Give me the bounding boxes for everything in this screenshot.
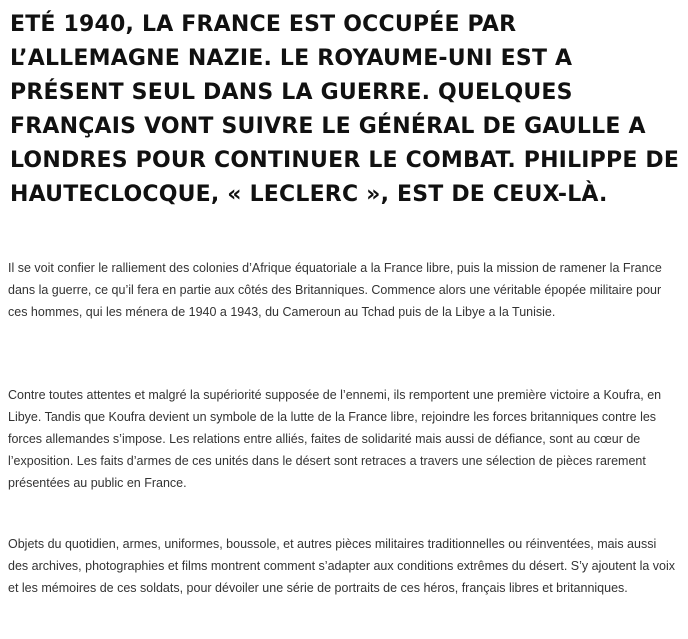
article-paragraph-1: Il se voit confier le ralliement des colonies d’Afrique équatoriale a la France libre, puis la mission de ramener la France dans la guerre, ce qu’il fera en partie aux côtés des Britanniques. Commence alors une véritable épopée militaire pour ces hommes, qui les ménera de 1940 a 1943, du Cameroun au Tchad puis de la Libye a la Tunisie. — [8, 261, 662, 319]
article-paragraph-2: Contre toutes attentes et malgré la supériorité supposée de l’ennemi, ils remportent une première victoire a Koufra, en Libye. Tandis que Koufra devient un symbole de la lutte de la France libre, rejoindre les forces britanniques contre les forces allemandes s’impose. Les relations entre alliés, faites de solidarité mais aussi de défiance, sont au cœur de l’exposition. Les faits d’armes de ces unités dans le désert sont retraces a travers une sélection de pièces rarement présentées au public en France. — [8, 388, 662, 490]
article-paragraph-3: Objets du quotidien, armes, uniformes, boussole, et autres pièces militaires traditionnelles ou réinventées, mais aussi des archives, photographies et films montrent comment s’adapter aux conditions extrêmes du désert. S’y ajoutent la voix et les mémoires de ces soldats, pour dévoiler une série de portraits de ces héros, français libres et britanniques. — [8, 537, 676, 595]
article-headline: ETÉ 1940, LA FRANCE EST OCCUPÉE PAR L’ALLEMAGNE NAZIE. LE ROYAUME-UNI EST A PRÉSENT SEUL DANS LA GUERRE. QUELQUES FRANÇAIS VONT SUIVRE LE GÉNÉRAL DE GAULLE A LONDRES POUR CONTINUER LE COMBAT. PHILIPPE DE HAUTECLOCQUE, « LECLERC », EST DE CEUX-LÀ. — [10, 12, 680, 207]
